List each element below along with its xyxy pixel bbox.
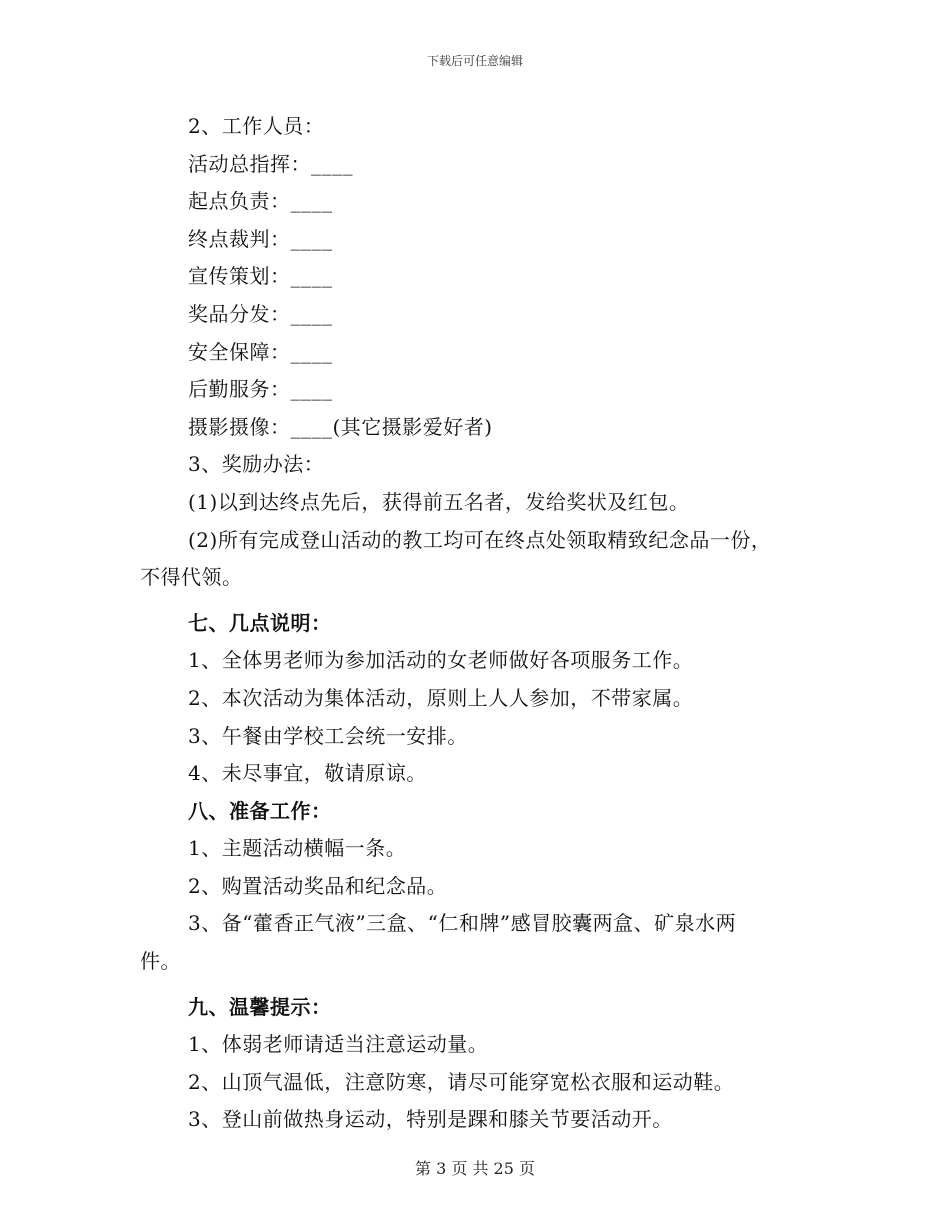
note-item-1: 1、全体男老师为参加活动的女老师做好各项服务工作。 (188, 648, 694, 673)
document-body (140, 108, 810, 1139)
field-finish-judge: 终点裁判：____ (188, 226, 333, 251)
page-footer: 第 3 页 共 25 页 (415, 1159, 535, 1178)
tip-item-3: 3、登山前做热身运动，特别是踝和膝关节要活动开。 (188, 1107, 673, 1132)
list-item-staff: 2、工作人员： (188, 114, 325, 138)
prep-item-2: 2、购置活动奖品和纪念品。 (188, 873, 448, 898)
reward-rule-1: (1)以到达终点先后，获得前五名者，发给奖状及红包。 (188, 489, 690, 514)
field-safety: 安全保障：____ (188, 339, 333, 364)
prep-item-3: 3、备“藿香正气液”三盒、“仁和牌”感冒胶囊两盒、矿泉水两 (188, 911, 737, 936)
list-item-rewards: 3、奖励办法： (188, 452, 325, 477)
field-publicity: 宣传策划：____ (188, 264, 333, 289)
tip-item-1: 1、体弱老师请适当注意运动量。 (188, 1032, 489, 1057)
section-heading-notes: 七、几点说明： (188, 610, 332, 635)
field-start-point: 起点负责：____ (188, 189, 333, 214)
prep-item-3-cont: 件。 (140, 949, 181, 974)
field-photography: 摄影摄像：____(其它摄影爱好者) (188, 414, 493, 439)
field-prizes: 奖品分发：____ (188, 301, 333, 326)
note-item-4: 4、未尽事宜，敬请原谅。 (188, 761, 427, 786)
field-commander: 活动总指挥：____ (188, 151, 353, 176)
reward-rule-2: (2)所有完成登山活动的教工均可在终点处领取精致纪念品一份， (188, 527, 772, 552)
section-heading-prep: 八、准备工作： (188, 798, 332, 823)
section-heading-tips: 九、温馨提示： (188, 994, 332, 1019)
reward-rule-2-cont: 不得代领。 (140, 565, 243, 590)
tip-item-2: 2、山顶气温低，注意防寒，请尽可能穿宽松衣服和运动鞋。 (188, 1069, 735, 1094)
note-item-2: 2、本次活动为集体活动，原则上人人参加，不带家属。 (188, 685, 694, 710)
note-item-3: 3、午餐由学校工会统一安排。 (188, 723, 468, 748)
page-header: 下载后可任意编辑 (426, 54, 523, 68)
field-logistics: 后勤服务：____ (188, 377, 333, 402)
prep-item-1: 1、主题活动横幅一条。 (188, 836, 407, 861)
